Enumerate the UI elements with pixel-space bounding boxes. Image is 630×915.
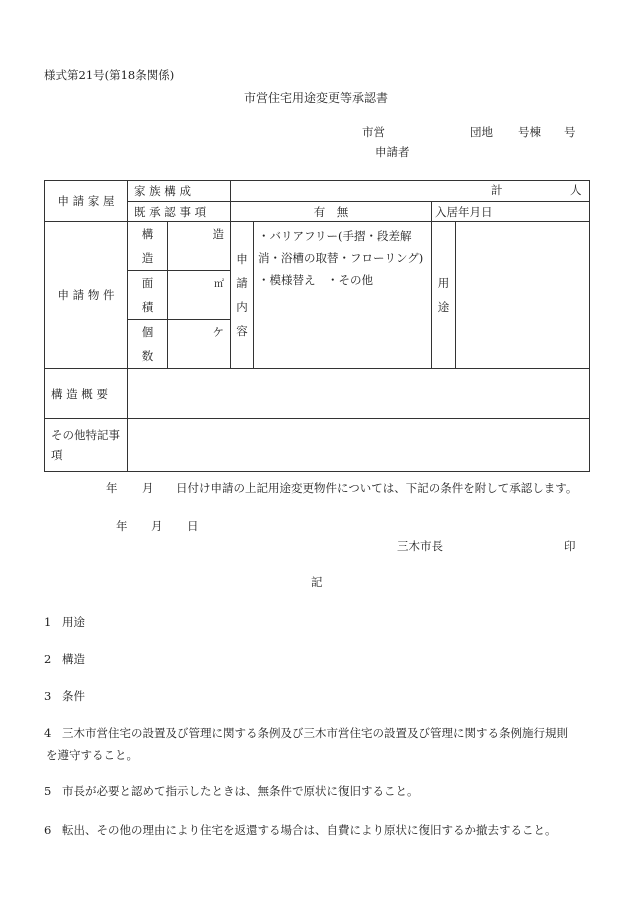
structure-char-1: 構 [141,227,154,241]
content-options [254,222,432,369]
usage-label [432,222,456,369]
ki-heading: 記 [311,575,323,589]
overview-value [128,369,590,419]
condition-4-num: 4 [44,726,52,740]
content-char-1: 申 [236,252,248,266]
content-char-2: 請 [236,276,248,290]
condition-4 [44,722,590,766]
count-char-1: 個 [141,325,154,339]
approval-sentence: 日付け申請の上記用途変更物件については、下記の条件を附して承認します。 [176,481,578,495]
count-label [128,320,168,369]
application-table [44,180,590,472]
count-value: ケ [168,320,231,369]
count-char-2: 数 [141,349,154,363]
content-char-3: 内 [236,300,248,314]
content-line-3: ・模様替え ・その他 [258,273,373,287]
overview-label: 構 造 概 要 [45,369,128,419]
house-label: 申 請 家 屋 [45,181,128,222]
content-char-4: 容 [236,324,248,338]
move-in-date: 入居年月日 [432,202,590,222]
area-label [128,271,168,320]
area-char-2: 積 [141,300,154,314]
condition-2-text: 構造 [62,652,85,666]
condition-3-num: 3 [44,689,52,703]
structure-char-2: 造 [141,251,154,265]
condition-6-num: 6 [44,823,52,837]
address-danchi: 団地 [470,125,493,139]
condition-5 [44,780,590,802]
condition-2-num: 2 [44,652,52,666]
condition-1-text: 用途 [62,615,85,629]
applicant-label: 申請者 [375,145,410,159]
total-label: 計 [491,183,503,197]
condition-6-text: 転出、その他の理由により住宅を返還する場合は、自費により原状に復旧するか撤去すること。 [62,823,557,837]
content-line-1: ・バリアフリー(手摺・段差解 [258,229,412,243]
condition-4-text-2: を遵守すること。 [46,748,138,762]
condition-3 [44,685,590,707]
other-label-line-2: 項 [51,448,63,462]
area-char-1: 面 [141,276,154,290]
condition-4-text: 三木市営住宅の設置及び管理に関する条例及び三木市営住宅の設置及び管理に関する条例施行規則 [62,726,568,740]
family-label: 家 族 構 成 [128,181,231,202]
condition-2 [44,648,590,670]
content-label [231,222,254,369]
person-unit: 人 [570,183,582,197]
approval-year: 年 [106,481,118,495]
condition-5-text: 市長が必要と認めて指示したときは、無条件で原状に復旧すること。 [62,784,419,798]
condition-6 [44,819,590,841]
structure-label [128,222,168,271]
area-value: ㎡ [168,271,231,320]
mayor-name: 三木市長 [397,539,443,553]
condition-3-text: 条件 [62,689,85,703]
yes-no: 有 無 [231,202,432,222]
approved-label: 既 承 認 事 項 [128,202,231,222]
other-label-line-1: その他特記事 [51,428,120,442]
form-number: 様式第21号(第18条関係) [44,68,175,82]
structure-value: 造 [168,222,231,271]
usage-value [456,222,590,369]
address-gou: 号 [564,125,576,139]
address-prefix: 市営 [362,125,385,139]
date-day: 日 [187,519,199,533]
condition-1-num: 1 [44,615,52,629]
content-line-2: 消・浴槽の取替・フローリング) [258,251,424,265]
approval-month: 月 [142,481,154,495]
page-title: 市営住宅用途変更等承認書 [244,91,389,105]
date-year: 年 [116,519,128,533]
address-gotou: 号棟 [518,125,541,139]
usage-char-2: 途 [437,300,450,314]
seal-mark: 印 [564,539,576,553]
condition-1 [44,611,590,633]
other-label [45,419,128,472]
family-cell [231,181,590,202]
property-label: 申 請 物 件 [45,222,128,369]
condition-5-num: 5 [44,784,52,798]
date-month: 月 [151,519,163,533]
usage-char-1: 用 [437,276,450,290]
other-value [128,419,590,472]
